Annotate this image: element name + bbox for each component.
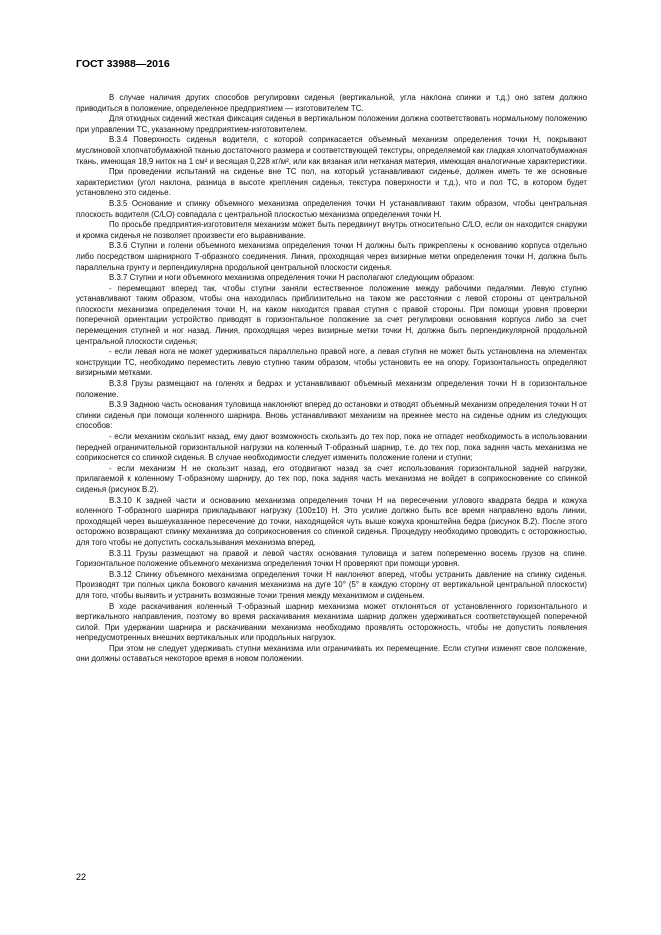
paragraph: В.3.12 Спинку объемного механизма определения точки Н наклоняют вперед, чтобы устранить давление на спинку сиденья. Производят три полных цикла бокового качания механизма на дуге 10° (5° в каждую сторону от вертикальной центральной плоскости) для того, чтобы выявить и устранить возможные точки трения между механизмом и сиденьем. xyxy=(76,569,587,600)
paragraph: В.3.6 Ступни и голени объемного механизма определения точки Н должны быть прикреплены к основанию корпуса отдельно либо посредством шарнирного Т-образного соединения. Линия, проходящая через визирные метки определения точки Н, должна быть параллельна грунту и перпендикулярна продольной центральной плоскости сиденья. xyxy=(76,241,587,272)
page-number: 22 xyxy=(76,872,87,882)
document-body xyxy=(76,93,587,665)
paragraph: В.3.8 Грузы размещают на голенях и бедрах и устанавливают объемный механизм определения точки Н в горизонтальное положение. xyxy=(76,379,587,399)
paragraph: В.3.5 Основание и спинку объемного механизма определения точки Н устанавливают таким образом, чтобы центральная плоскость водителя (C/LO) совпадала с центральной плоскостью механизма определения точки Н. xyxy=(76,198,587,219)
paragraph: - если механизм скользит назад, ему дают возможность скользить до тех пор, пока не отпадет необходимость в использовании передней ограничительной горизонтальной нагрузки на коленный Т-образный шарнир, т.е. до тех пор, пока задняя часть механизма не соприкоснется со спинкой сиденья. В случае необходимости следует изменить положение голени и ступни; xyxy=(76,432,587,463)
paragraph: В.3.7 Ступни и ноги объемного механизма определения точки Н располагают следующим образом: xyxy=(109,273,475,283)
paragraph: В ходе раскачивания коленный Т-образный шарнир механизма может отклоняться от установленного горизонтального и вертикального направления, поэтому во время раскачивания механизма шарнир должен удерживаться соответствующей поперечной силой. При удержании шарнира и раскачивании механизма необходимо проявлять осторожность, чтобы не допустить появления непредусмотренных внешних вертикальных или продольных нагрузок. xyxy=(76,601,587,643)
paragraph: При проведении испытаний на сиденье вне ТС пол, на который устанавливают сиденье, должен иметь те же основные характеристики (угол наклона, разница в высоте крепления сиденья, текстура поверхности и т.д.), что и пол ТС, в котором будет установлено это сиденье. xyxy=(76,167,587,198)
paragraph: По просьбе предприятия-изготовителя механизм может быть передвинут внутрь относительно C/LO, если он находится снаружи и кромка сиденья не позволяет произвести его выравнивание. xyxy=(76,220,587,240)
document-header: ГОСТ 33988—2016 xyxy=(76,58,170,70)
paragraph: В.3.10 К задней части и основанию механизма определения точки Н на пересечении углового квадрата бедра и кожуха коленного Т-образного шарнира прикладывают нагрузку (100±10) Н. Это усилие должно быть все время направлено вдоль линии, проходящей через вышеуказанное пересечение до точки, находящейся чуть выше кожуха кронштейна бедра (рисунок В.2). После этого осторожно возвращают спинку механизма до соприкосновения со спинкой сиденья. Процедуру необходимо проводить с осторожностью, для того чтобы не допустить соскальзывания механизма вперед. xyxy=(76,495,587,547)
paragraph: При этом не следует удерживать ступни механизма или ограничивать их перемещение. Если ступни изменят свое положение, они должны оставаться некоторое время в новом положении. xyxy=(76,643,587,664)
paragraph: - если механизм Н не скользит назад, его отодвигают назад за счет использования горизонтальной задней нагрузки, прилагаемой к коленному Т-образному шарниру, до тех пор, пока задняя часть механизма не войдет в соприкосновение со спинкой сиденья (рисунок В.2). xyxy=(76,463,587,494)
paragraph: В случае наличия других способов регулировки сиденья (вертикальной, угла наклона спинки и т.д.) оно затем должно приводиться в положение, определенное предприятием — изготовителем ТС. xyxy=(76,93,587,113)
paragraph: Для откидных сидений жесткая фиксация сиденья в вертикальном положении должна соответствовать нормальному положению при управлении ТС, указанному предприятием-изготовителем. xyxy=(76,114,587,134)
paragraph: - перемещают вперед так, чтобы ступни заняли естественное положение между рабочими педалями. Левую ступню устанавливают таким образом, чтобы она находилась приблизительно на таком же расстоянии с левой стороны от центральной плоскости механизма определения точки Н, на каком находится правая ступня с правой стороны. При помощи уровня проверки поперечной ориентации устройство приводят в горизонтальное положение за счет регулировки основания корпуса либо за счет перемещения ступней и ног назад. Линия, проходящая через визирные метки точки Н, должна быть перпендикулярной продольной центральной плоскости сиденья; xyxy=(76,283,587,346)
paragraph: - если левая нога не может удерживаться параллельно правой ноге, а левая ступня не может быть установлена на элементах конструкции ТС, необходимо переместить левую ступню таким образом, чтобы установить ее на опору. Горизонтальность определяют визирными метками. xyxy=(76,347,587,378)
paragraph: В.3.9 Заднюю часть основания туловища наклоняют вперед до остановки и отводят объемный механизм определения точки Н от спинки сиденья при помощи коленного шарнира. Вновь устанавливают механизм на прежнее место на сиденье одним из следующих способов: xyxy=(76,400,587,431)
paragraph: В.3.4 Поверхность сиденья водителя, с которой соприкасается объемный механизм определения точки Н, покрывают муслиновой хлопчатобумажной тканью достаточного размера и соответствующей текстуры, определяемой как гладкая хлопчатобумажная ткань, имеющая 18,9 ниток на 1 см² и весящая 0,228 кг/м², или как вязаная или нетканая материя, имеющая аналогичные характеристики. xyxy=(76,135,588,166)
paragraph: В.3.11 Грузы размещают на правой и левой частях основания туловища и затем попеременно восемь грузов на спине. Горизонтальное положение объемного механизма определения точки Н проверяют при помощи уровня. xyxy=(76,548,587,569)
